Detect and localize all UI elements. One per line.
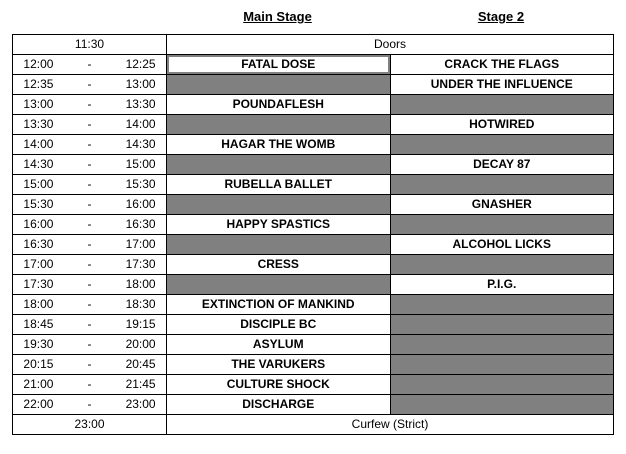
- main-stage-header: Main Stage: [243, 9, 312, 24]
- time-separator: -: [64, 135, 115, 155]
- slot-end-time: 16:30: [115, 215, 166, 235]
- stage-2-empty-slot: [390, 315, 614, 335]
- time-separator: -: [64, 155, 115, 175]
- main-stage-empty-slot: [167, 155, 391, 175]
- stage-2-empty-slot: [390, 135, 614, 155]
- stage-2-empty-slot: [390, 355, 614, 375]
- schedule-row: [13, 275, 614, 295]
- main-stage-empty-slot: [167, 115, 391, 135]
- schedule-row: [13, 75, 614, 95]
- slot-start-time: 14:30: [13, 155, 64, 175]
- schedule-row: [13, 395, 614, 415]
- slot-start-time: 13:00: [13, 95, 64, 115]
- time-separator: -: [64, 275, 115, 295]
- stage-2-act: HOTWIRED: [390, 115, 614, 135]
- slot-start-time: 13:30: [13, 115, 64, 135]
- main-stage-act: HAPPY SPASTICS: [167, 215, 391, 235]
- stage-2-act: CRACK THE FLAGS: [390, 55, 614, 75]
- stage-2-empty-slot: [390, 255, 614, 275]
- main-stage-act: RUBELLA BALLET: [167, 175, 391, 195]
- main-stage-act: CRESS: [167, 255, 391, 275]
- time-separator: -: [64, 375, 115, 395]
- main-stage-act: EXTINCTION OF MANKIND: [167, 295, 391, 315]
- schedule-row: [13, 255, 614, 275]
- curfew-row: [13, 415, 614, 435]
- slot-end-time: 18:30: [115, 295, 166, 315]
- slot-start-time: 17:00: [13, 255, 64, 275]
- time-separator: -: [64, 95, 115, 115]
- slot-end-time: 20:45: [115, 355, 166, 375]
- slot-end-time: 19:15: [115, 315, 166, 335]
- schedule-row: [13, 375, 614, 395]
- stage-2-empty-slot: [390, 395, 614, 415]
- slot-start-time: 20:15: [13, 355, 64, 375]
- time-separator: -: [64, 355, 115, 375]
- schedule-row: [13, 95, 614, 115]
- main-stage-empty-slot: [167, 275, 391, 295]
- doors-label: Doors: [167, 35, 614, 55]
- slot-end-time: 20:00: [115, 335, 166, 355]
- slot-start-time: 15:00: [13, 175, 64, 195]
- schedule-body: [13, 35, 614, 435]
- main-stage-act: DISCIPLE BC: [167, 315, 391, 335]
- slot-start-time: 21:00: [13, 375, 64, 395]
- time-separator: -: [64, 175, 115, 195]
- slot-start-time: 12:35: [13, 75, 64, 95]
- slot-end-time: 21:45: [115, 375, 166, 395]
- schedule-row: [13, 355, 614, 375]
- slot-end-time: 15:00: [115, 155, 166, 175]
- schedule-row: [13, 295, 614, 315]
- stage-2-act: ALCOHOL LICKS: [390, 235, 614, 255]
- slot-start-time: 16:30: [13, 235, 64, 255]
- main-stage-act: THE VARUKERS: [167, 355, 391, 375]
- slot-end-time: 13:30: [115, 95, 166, 115]
- time-separator: -: [64, 55, 115, 75]
- slot-start-time: 17:30: [13, 275, 64, 295]
- slot-end-time: 14:00: [115, 115, 166, 135]
- slot-start-time: 18:45: [13, 315, 64, 335]
- slot-start-time: 22:00: [13, 395, 64, 415]
- slot-end-time: 13:00: [115, 75, 166, 95]
- stage-2-act: GNASHER: [390, 195, 614, 215]
- stage-2-act: UNDER THE INFLUENCE: [390, 75, 614, 95]
- time-separator: -: [64, 255, 115, 275]
- stage-2-act: DECAY 87: [390, 155, 614, 175]
- schedule-table: [12, 34, 614, 435]
- schedule-row: [13, 55, 614, 75]
- time-separator: -: [64, 395, 115, 415]
- main-stage-act: HAGAR THE WOMB: [167, 135, 391, 155]
- schedule-row: [13, 235, 614, 255]
- schedule-row: [13, 175, 614, 195]
- doors-row: [13, 35, 614, 55]
- main-stage-act: POUNDAFLESH: [167, 95, 391, 115]
- main-stage-act: ASYLUM: [167, 335, 391, 355]
- stage-2-empty-slot: [390, 215, 614, 235]
- doors-time: 11:30: [13, 35, 167, 55]
- time-separator: -: [64, 195, 115, 215]
- slot-end-time: 16:00: [115, 195, 166, 215]
- schedule-row: [13, 115, 614, 135]
- schedule-row: [13, 315, 614, 335]
- curfew-label: Curfew (Strict): [167, 415, 614, 435]
- stage-2-empty-slot: [390, 295, 614, 315]
- slot-end-time: 14:30: [115, 135, 166, 155]
- stage-2-empty-slot: [390, 335, 614, 355]
- stage-2-header: Stage 2: [477, 9, 525, 24]
- main-stage-empty-slot: [167, 75, 391, 95]
- slot-end-time: 15:30: [115, 175, 166, 195]
- time-separator: -: [64, 75, 115, 95]
- slot-start-time: 16:00: [13, 215, 64, 235]
- schedule-row: [13, 135, 614, 155]
- time-separator: -: [64, 295, 115, 315]
- schedule-row: [13, 215, 614, 235]
- curfew-time: 23:00: [13, 415, 167, 435]
- slot-end-time: 17:30: [115, 255, 166, 275]
- schedule-row: [13, 155, 614, 175]
- stage-2-empty-slot: [390, 175, 614, 195]
- slot-end-time: 18:00: [115, 275, 166, 295]
- stage-2-empty-slot: [390, 375, 614, 395]
- time-separator: -: [64, 215, 115, 235]
- slot-end-time: 12:25: [115, 55, 166, 75]
- slot-start-time: 14:00: [13, 135, 64, 155]
- stage-2-act: P.I.G.: [390, 275, 614, 295]
- time-separator: -: [64, 315, 115, 335]
- main-stage-act: CULTURE SHOCK: [167, 375, 391, 395]
- schedule-row: [13, 335, 614, 355]
- stage-2-empty-slot: [390, 95, 614, 115]
- time-separator: -: [64, 235, 115, 255]
- slot-start-time: 15:30: [13, 195, 64, 215]
- slot-start-time: 19:30: [13, 335, 64, 355]
- slot-start-time: 12:00: [13, 55, 64, 75]
- main-stage-empty-slot: [167, 235, 391, 255]
- schedule-row: [13, 195, 614, 215]
- slot-end-time: 23:00: [115, 395, 166, 415]
- main-stage-act: DISCHARGE: [167, 395, 391, 415]
- slot-end-time: 17:00: [115, 235, 166, 255]
- main-stage-empty-slot: [167, 195, 391, 215]
- slot-start-time: 18:00: [13, 295, 64, 315]
- main-stage-act: FATAL DOSE: [167, 55, 391, 75]
- time-separator: -: [64, 115, 115, 135]
- time-separator: -: [64, 335, 115, 355]
